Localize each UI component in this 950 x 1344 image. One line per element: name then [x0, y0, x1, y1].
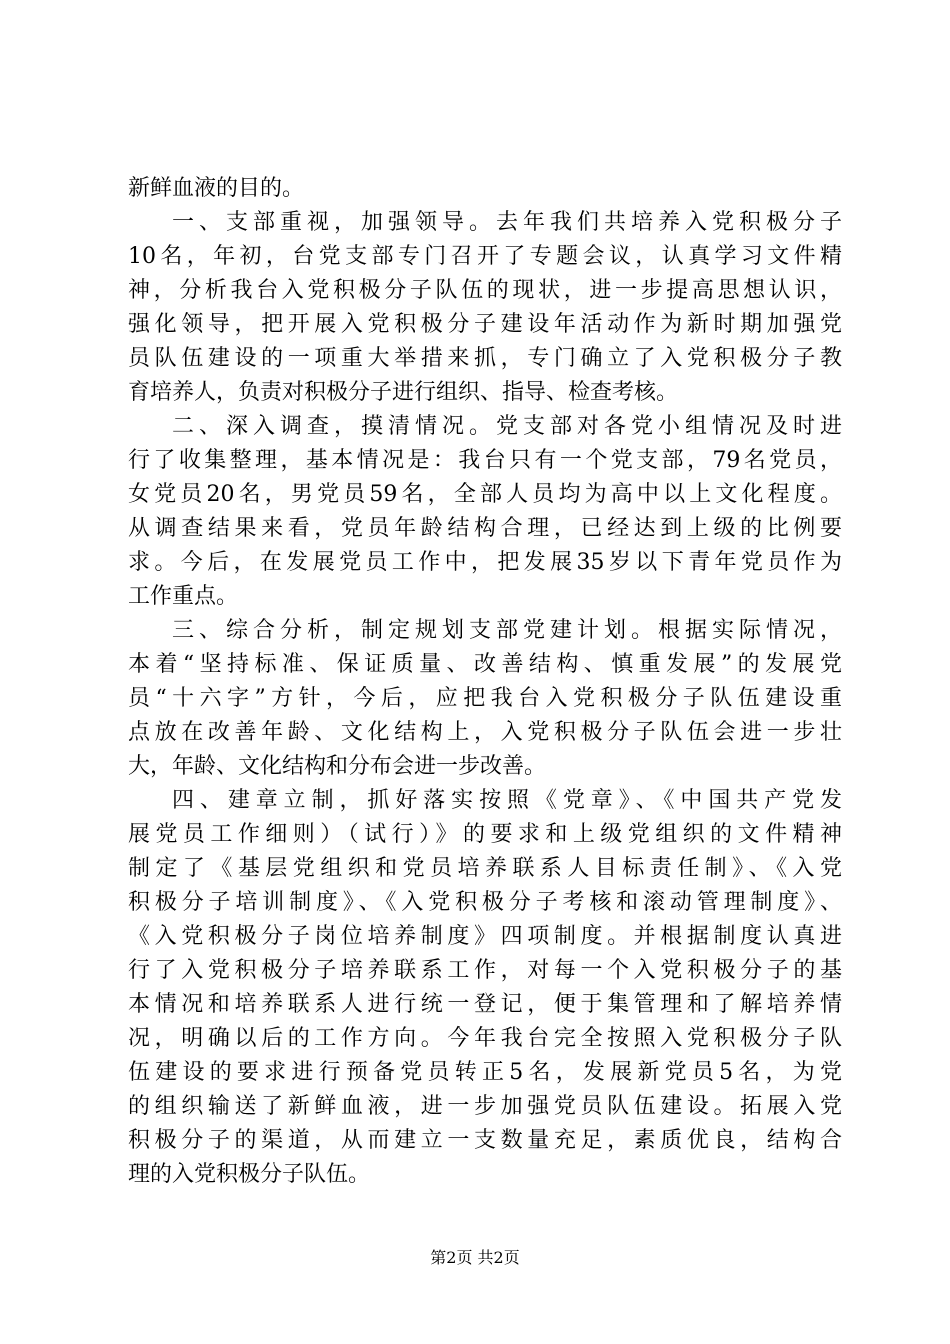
text-line: 育培养人，负责对积极分子进行组织、指导、检查考核。: [128, 380, 679, 405]
text-line: 的组织输送了新鲜血液，进一步加强党员队伍建设。拓展入党: [128, 1094, 842, 1119]
text-line: 新鲜血液的目的。: [128, 176, 305, 201]
text-line: 工作重点。: [128, 584, 239, 609]
text-line: 女党员20名，男党员59名，全部人员均为高中以上文化程度。: [128, 482, 842, 507]
text-line: 行了入党积极分子培养联系工作，对每一个入党积极分子的基: [128, 958, 842, 983]
text-line: 伍建设的要求进行预备党员转正5名，发展新党员5名，为党: [128, 1060, 842, 1085]
text-line: 神，分析我台入党积极分子队伍的现状，进一步提高思想认识，: [128, 278, 842, 303]
text-line: 员队伍建设的一项重大举措来抓，专门确立了入党积极分子教: [128, 346, 842, 371]
text-line: 况，明确以后的工作方向。今年我台完全按照入党积极分子队: [128, 1026, 842, 1051]
text-line: 三、综合分析，制定规划支部党建计划。根据实际情况，: [172, 618, 842, 643]
text-line: 点放在改善年龄、文化结构上，入党积极分子队伍会进一步壮: [128, 720, 842, 745]
text-line: 积极分子培训制度》、《入党积极分子考核和滚动管理制度》、: [128, 890, 842, 915]
text-line: 一、支部重视，加强领导。去年我们共培养入党积极分子: [172, 210, 842, 235]
text-line: 10名，年初，台党支部专门召开了专题会议，认真学习文件精: [128, 244, 842, 269]
text-line: 大，年龄、文化结构和分布会进一步改善。: [128, 754, 547, 779]
text-line: 四、建章立制，抓好落实按照《党章》、《中国共产党发: [172, 788, 842, 813]
text-line: 从调查结果来看，党员年龄结构合理，已经达到上级的比例要: [128, 516, 842, 541]
text-line: 本情况和培养联系人进行统一登记，便于集管理和了解培养情: [128, 992, 842, 1017]
text-line: 求。今后，在发展党员工作中，把发展35岁以下青年党员作为: [128, 550, 842, 575]
text-line: 展党员工作细则）（试行）》的要求和上级党组织的文件精神: [128, 822, 842, 847]
text-line: 理的入党积极分子队伍。: [128, 1162, 371, 1187]
text-line: 积极分子的渠道，从而建立一支数量充足，素质优良，结构合: [128, 1128, 842, 1153]
text-line: 强化领导，把开展入党积极分子建设年活动作为新时期加强党: [128, 312, 842, 337]
page-footer: 第2页 共2页: [430, 1248, 520, 1267]
text-line: 本着“坚持标准、保证质量、改善结构、慎重发展”的发展党: [128, 652, 842, 677]
text-line: 行了收集整理，基本情况是：我台只有一个党支部，79名党员，: [128, 448, 842, 473]
text-line: 制定了《基层党组织和党员培养联系人目标责任制》、《入党: [128, 856, 842, 881]
text-line: 员“十六字”方针，今后，应把我台入党积极分子队伍建设重: [128, 686, 842, 711]
document-body: [128, 172, 842, 1192]
text-line: 二、深入调查，摸清情况。党支部对各党小组情况及时进: [172, 414, 842, 439]
text-line: 《入党积极分子岗位培养制度》四项制度。并根据制度认真进: [128, 924, 842, 949]
